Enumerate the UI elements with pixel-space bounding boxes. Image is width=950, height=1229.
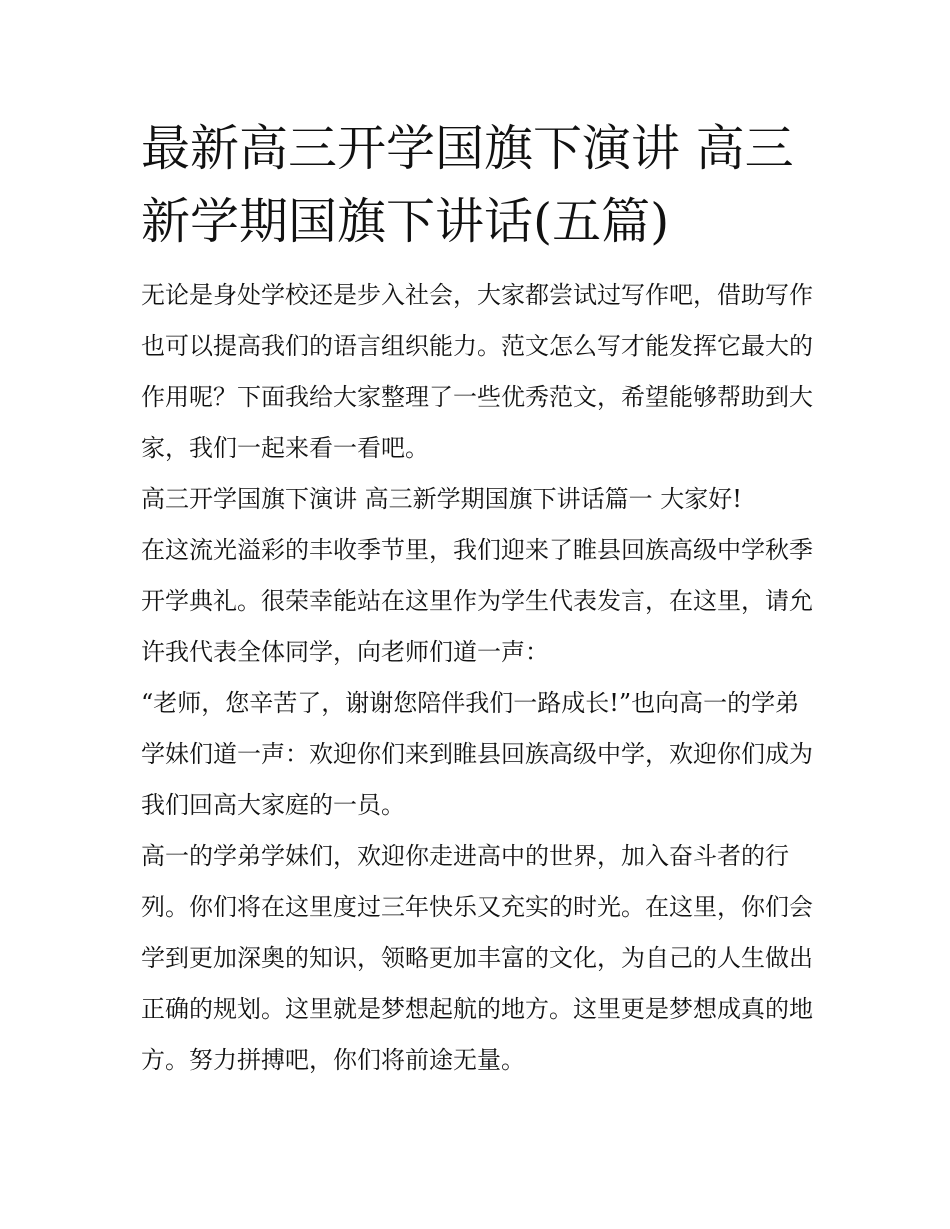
paragraph-opening: 在这流光溢彩的丰收季节里，我们迎来了睢县回族高级中学秋季开学典礼。很荣幸能站在这里作为学生代表发言，在这里，请允许我代表全体同学，向老师们道一声： bbox=[141, 536, 813, 666]
document-page bbox=[141, 112, 813, 1086]
paragraph-greeting: “老师，您辛苦了，谢谢您陪伴我们一路成长!”也向高一的学弟学妹们道一声：欢迎你们来到睢县回族高级中学，欢迎你们成为我们回高大家庭的一员。 bbox=[141, 689, 813, 819]
document-title: 最新高三开学国旗下演讲 高三新学期国旗下讲话(五篇) bbox=[141, 120, 794, 250]
document-body bbox=[141, 270, 813, 1086]
paragraph-welcome: 高一的学弟学妹们，欢迎你走进高中的世界，加入奋斗者的行列。你们将在这里度过三年快乐又充实的时光。在这里，你们会学到更加深奥的知识，领略更加丰富的文化，为自己的人生做出正确的规划。这里就是梦想起航的地方。这里更是梦想成真的地方。努力拼搏吧，你们将前途无量。 bbox=[141, 842, 813, 1074]
paragraph-heading: 高三开学国旗下演讲 高三新学期国旗下讲话篇一 大家好! bbox=[141, 485, 742, 513]
paragraph-intro: 无论是身处学校还是步入社会，大家都尝试过写作吧，借助写作也可以提高我们的语言组织能力。范文怎么写才能发挥它最大的作用呢？下面我给大家整理了一些优秀范文，希望能够帮助到大家，我们一起来看一看吧。 bbox=[141, 281, 813, 462]
